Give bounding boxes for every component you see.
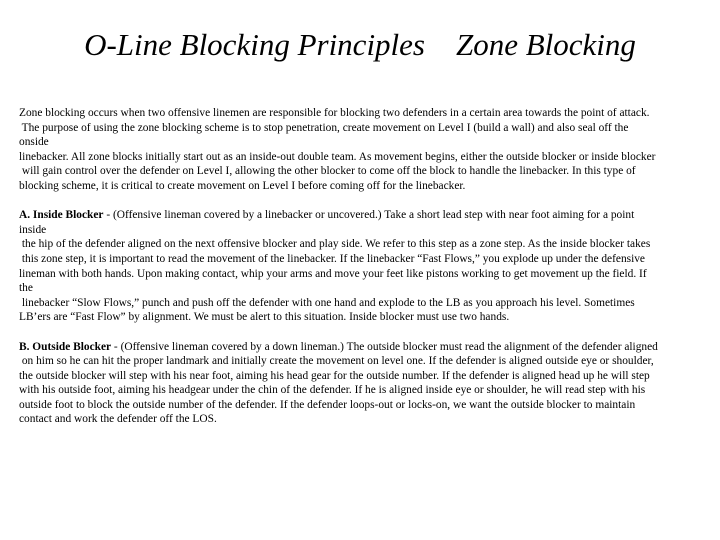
text-line: lineman with both hands. Upon making contact, whip your arms and move your feet like pistons working to get movement up the field. If	[19, 267, 647, 280]
text-line: the	[19, 282, 33, 295]
text-line: this zone step, it is important to read the movement of the linebacker. If the linebacker “Fast Flows,” you explode up under the defensive	[19, 252, 645, 265]
text-line: onside	[19, 136, 49, 149]
text-line: linebacker. All zone blocks initially start out as an inside-out double team. As movement begins, either the outside blocker or inside blocker	[19, 150, 656, 163]
inside-blocker-paragraph	[19, 208, 699, 325]
text-line: Zone blocking occurs when two offensive linemen are responsible for blocking two defenders in a certain area towards the point of attack.	[19, 107, 650, 119]
text-line: outside foot to block the outside number of the defender. If the defender loops-out or locks-on, we want the outside blocker to maintain	[19, 398, 636, 411]
intro-paragraph	[19, 106, 699, 194]
text-line	[19, 208, 699, 223]
text-line	[19, 340, 699, 355]
slide-body	[19, 106, 699, 442]
text-line: blocking scheme, it is critical to create movement on Level I before coming off for the linebacker.	[19, 179, 466, 192]
text-line-content: - (Offensive lineman covered by a down lineman.) The outside blocker must read the alignment of the defender aligned	[111, 340, 658, 353]
text-line: contact and work the defender off the LOS.	[19, 413, 217, 426]
inside-blocker-label: A. Inside Blocker	[19, 209, 104, 222]
outside-blocker-label: B. Outside Blocker	[19, 340, 112, 353]
outside-blocker-paragraph	[19, 340, 699, 428]
text-line: the hip of the defender aligned on the next offensive blocker and play side. We refer to this step as a zone step. As the inside blocker takes	[19, 238, 651, 251]
text-line: The purpose of using the zone blocking scheme is to stop penetration, create movement on Level I (build a wall) and also seal off the	[19, 121, 629, 134]
text-line: linebacker “Slow Flows,” punch and push off the defender with one hand and explode to the LB as you approach his level. Sometimes	[19, 296, 635, 309]
slide-title: O-Line Blocking Principles Zone Blocking	[84, 27, 636, 62]
text-line: inside	[19, 223, 47, 236]
text-line: will gain control over the defender on Level I, allowing the other blocker to come off the block to handle the linebacker. In this type of	[19, 165, 636, 178]
text-line: the outside blocker will step with his near foot, aiming his head gear for the outside number. If the defender is aligned head up he will step	[19, 369, 650, 382]
text-line: on him so he can hit the proper landmark and initially create the movement on level one. If the defender is aligned outside eye or shoulder,	[19, 355, 654, 368]
text-line: with his outside foot, aiming his headgear under the chin of the defender. If he is aligned inside eye or shoulder, he will read step with his	[19, 384, 646, 397]
text-line: LB’ers are “Fast Flow” by alignment. We must be alert to this situation. Inside blocker must use two hands.	[19, 311, 510, 324]
text-line-content: - (Offensive lineman covered by a linebacker or uncovered.) Take a short lead step with near foot aiming for a point	[103, 209, 635, 222]
